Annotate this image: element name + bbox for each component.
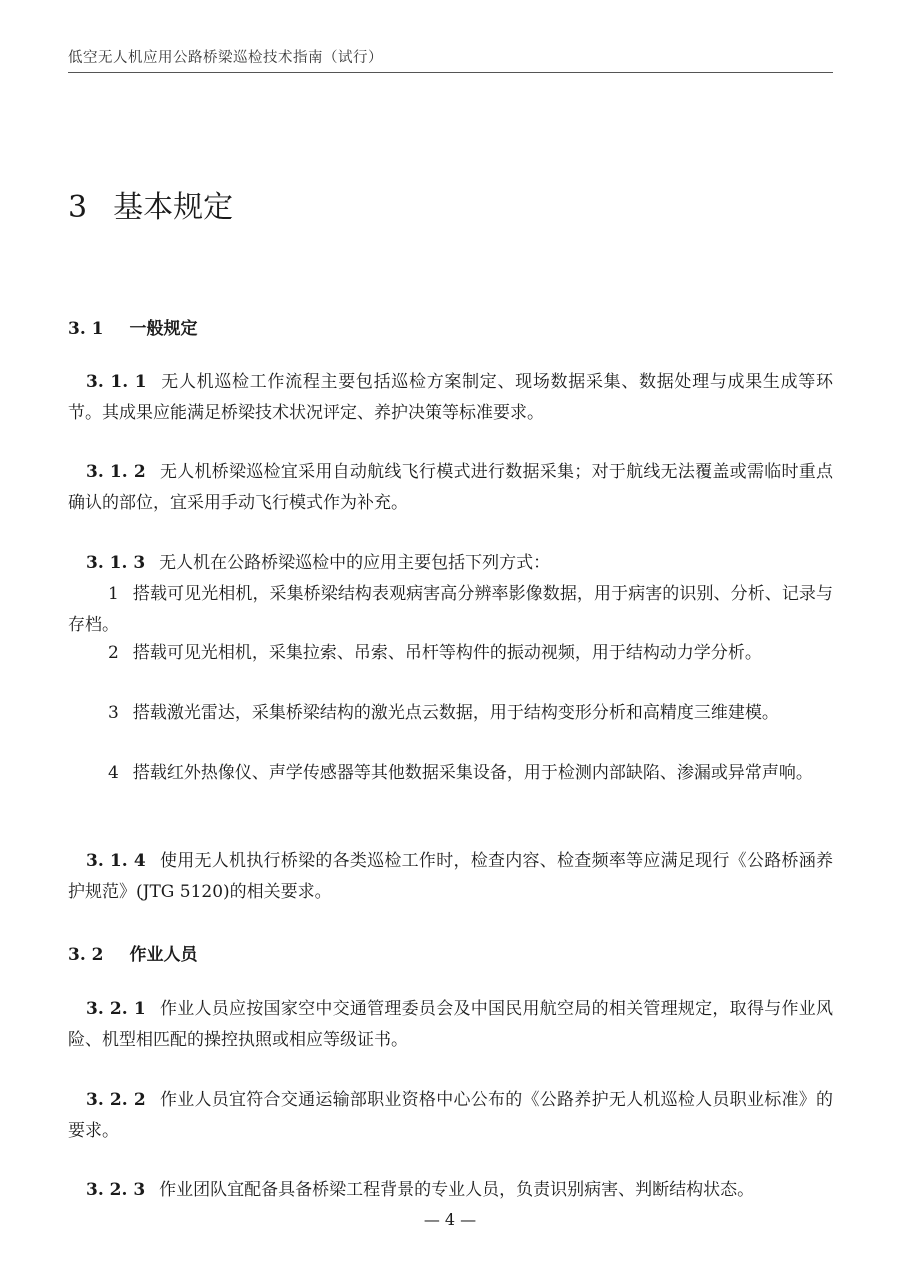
section-title: 作业人员 <box>129 945 198 965</box>
list-item-4 <box>68 758 833 789</box>
clause-3-2-2 <box>68 1085 833 1147</box>
clause-3-1-2 <box>68 457 833 519</box>
list-item-1 <box>68 579 833 641</box>
section-heading-3-2 <box>68 940 198 965</box>
clause-text: 作业人员宜符合交通运输部职业资格中心公布的《公路养护无人机巡检人员职业标准》的要求。 <box>68 1090 834 1141</box>
page-number: — 4 — <box>423 1210 477 1229</box>
list-item-number: 4 <box>108 763 119 783</box>
clause-text: 作业团队宜配备具备桥梁工程背景的专业人员，负责识别病害、判断结构状态。 <box>159 1180 755 1200</box>
clause-3-2-1 <box>68 994 833 1056</box>
clause-number: 3. 1. 2 <box>86 462 146 482</box>
clause-3-1-1 <box>68 367 833 429</box>
clause-text: 无人机桥梁巡检宜采用自动航线飞行模式进行数据采集；对于航线无法覆盖或需临时重点确认的部位，宜采用手动飞行模式作为补充。 <box>68 462 834 513</box>
list-item-text: 搭载红外热像仪、声学传感器等其他数据采集设备，用于检测内部缺陷、渗漏或异常声响。 <box>132 763 813 783</box>
chapter-title-text: 基本规定 <box>113 190 234 225</box>
clause-number: 3. 2. 2 <box>86 1090 146 1110</box>
list-item-number: 1 <box>108 584 119 604</box>
list-item-number: 2 <box>108 643 119 663</box>
list-item-number: 3 <box>108 703 119 723</box>
clause-number: 3. 1. 4 <box>86 851 146 871</box>
section-heading-3-1 <box>68 314 198 339</box>
clause-number: 3. 2. 3 <box>86 1180 146 1200</box>
clause-text: 无人机在公路桥梁巡检中的应用主要包括下列方式： <box>159 553 551 573</box>
clause-text: 使用无人机执行桥梁的各类巡检工作时，检查内容、检查频率等应满足现行《公路桥涵养护规范》(JTG 5120)的相关要求。 <box>68 851 834 902</box>
clause-text: 作业人员应按国家空中交通管理委员会及中国民用航空局的相关管理规定，取得与作业风险、机型相匹配的操控执照或相应等级证书。 <box>68 999 834 1050</box>
clause-text: 无人机巡检工作流程主要包括巡检方案制定、现场数据采集、数据处理与成果生成等环节。其成果应能满足桥梁技术状况评定、养护决策等标准要求。 <box>68 372 833 423</box>
header-rule <box>68 72 833 73</box>
running-header: 低空无人机应用公路桥梁巡检技术指南（试行） <box>68 50 383 66</box>
chapter-title <box>68 182 233 226</box>
list-item-2 <box>68 638 833 669</box>
clause-number: 3. 1. 3 <box>86 553 146 573</box>
section-number: 3. 1 <box>68 319 104 339</box>
clause-3-2-3 <box>68 1175 833 1206</box>
list-item-text: 搭载激光雷达，采集桥梁结构的激光点云数据，用于结构变形分析和高精度三维建模。 <box>132 703 779 723</box>
clause-number: 3. 1. 1 <box>86 372 147 392</box>
section-number: 3. 2 <box>68 945 104 965</box>
list-item-text: 搭载可见光相机，采集拉索、吊索、吊杆等构件的振动视频，用于结构动力学分析。 <box>132 643 762 663</box>
clause-3-1-4 <box>68 846 833 908</box>
section-title: 一般规定 <box>129 319 198 339</box>
list-item-text: 搭载可见光相机，采集桥梁结构表观病害高分辨率影像数据，用于病害的识别、分析、记录与存档。 <box>68 584 833 635</box>
list-item-3 <box>68 698 833 729</box>
clause-3-1-3 <box>68 548 833 579</box>
clause-number: 3. 2. 1 <box>86 999 146 1019</box>
chapter-number: 3 <box>68 190 88 225</box>
